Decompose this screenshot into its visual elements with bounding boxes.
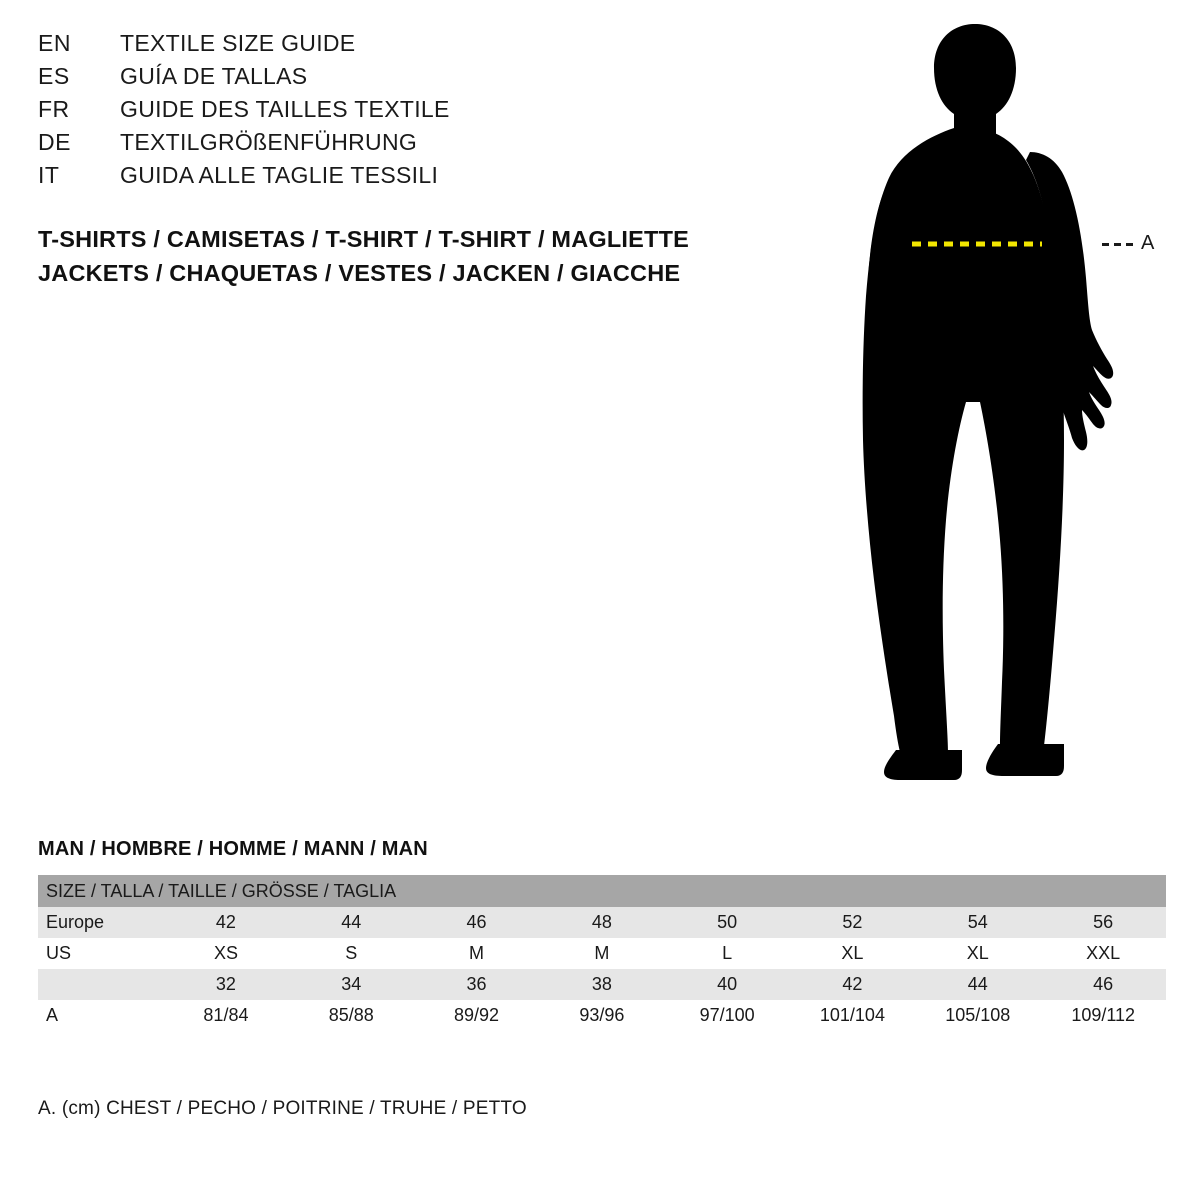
cell-value: XL [790,938,915,969]
cell-value: 44 [915,969,1040,1000]
cell-value: 109/112 [1040,1000,1166,1031]
cell-value: 48 [539,907,664,938]
cell-value: 42 [163,907,288,938]
cell-value: XL [915,938,1040,969]
size-table-section [38,838,1166,1031]
language-code: FR [38,96,70,122]
size-table [38,875,1166,1031]
cell-value: 105/108 [915,1000,1040,1031]
cell-value: 81/84 [163,1000,288,1031]
cell-value: 89/92 [414,1000,539,1031]
chest-measure-label: A [1141,232,1155,254]
male-silhouette-icon [830,10,1190,800]
language-title: TEXTILGRÖßENFÜHRUNG [120,129,418,155]
category-block [38,222,758,290]
cell-value: 52 [790,907,915,938]
cell-value: M [414,938,539,969]
cell-value: M [539,938,664,969]
cell-value: 40 [664,969,789,1000]
table-row [38,969,1166,1000]
cell-value: 44 [289,907,414,938]
language-code: ES [38,63,70,89]
cell-value: 101/104 [790,1000,915,1031]
table-row [38,1000,1166,1031]
cell-value: 46 [414,907,539,938]
cell-value: 38 [539,969,664,1000]
cell-value: 34 [289,969,414,1000]
language-code: DE [38,129,71,155]
measurement-footnote: A. (cm) CHEST / PECHO / POITRINE / TRUHE / PETTO [38,1098,527,1119]
language-code: IT [38,162,60,188]
body-silhouette-illustration [830,10,1190,800]
table-group-title: MAN / HOMBRE / HOMME / MANN / MAN [38,838,428,860]
language-title: TEXTILE SIZE GUIDE [120,30,356,56]
row-label: US [38,938,163,969]
cell-value: 56 [1040,907,1166,938]
language-code: EN [38,30,71,56]
language-row [38,30,738,63]
category-line-jackets: JACKETS / CHAQUETAS / VESTES / JACKEN / GIACCHE [38,260,681,286]
table-header-row [38,875,1166,907]
category-line-tshirts: T-SHIRTS / CAMISETAS / T-SHIRT / T-SHIRT / MAGLIETTE [38,226,689,252]
language-row [38,129,738,162]
cell-value: XS [163,938,288,969]
chest-leader-dashes-icon [1102,243,1134,246]
cell-value: 50 [664,907,789,938]
language-title: GUÍA DE TALLAS [120,63,308,89]
cell-value: 46 [1040,969,1166,1000]
cell-value: 97/100 [664,1000,789,1031]
language-title: GUIDE DES TAILLES TEXTILE [120,96,450,122]
table-row [38,907,1166,938]
cell-value: S [289,938,414,969]
cell-value: XXL [1040,938,1166,969]
cell-value: 42 [790,969,915,1000]
cell-value: L [664,938,789,969]
cell-value: 32 [163,969,288,1000]
cell-value: 93/96 [539,1000,664,1031]
row-label: A [38,1000,163,1031]
language-row [38,96,738,129]
cell-value: 54 [915,907,1040,938]
cell-value: 36 [414,969,539,1000]
language-header-block [38,30,738,195]
language-row [38,162,738,195]
language-title: GUIDA ALLE TAGLIE TESSILI [120,162,439,188]
table-header-label: SIZE / TALLA / TAILLE / GRÖSSE / TAGLIA [38,875,1166,907]
row-label: Europe [38,907,163,938]
cell-value: 85/88 [289,1000,414,1031]
table-row [38,938,1166,969]
row-label [38,969,163,1000]
language-row [38,63,738,96]
